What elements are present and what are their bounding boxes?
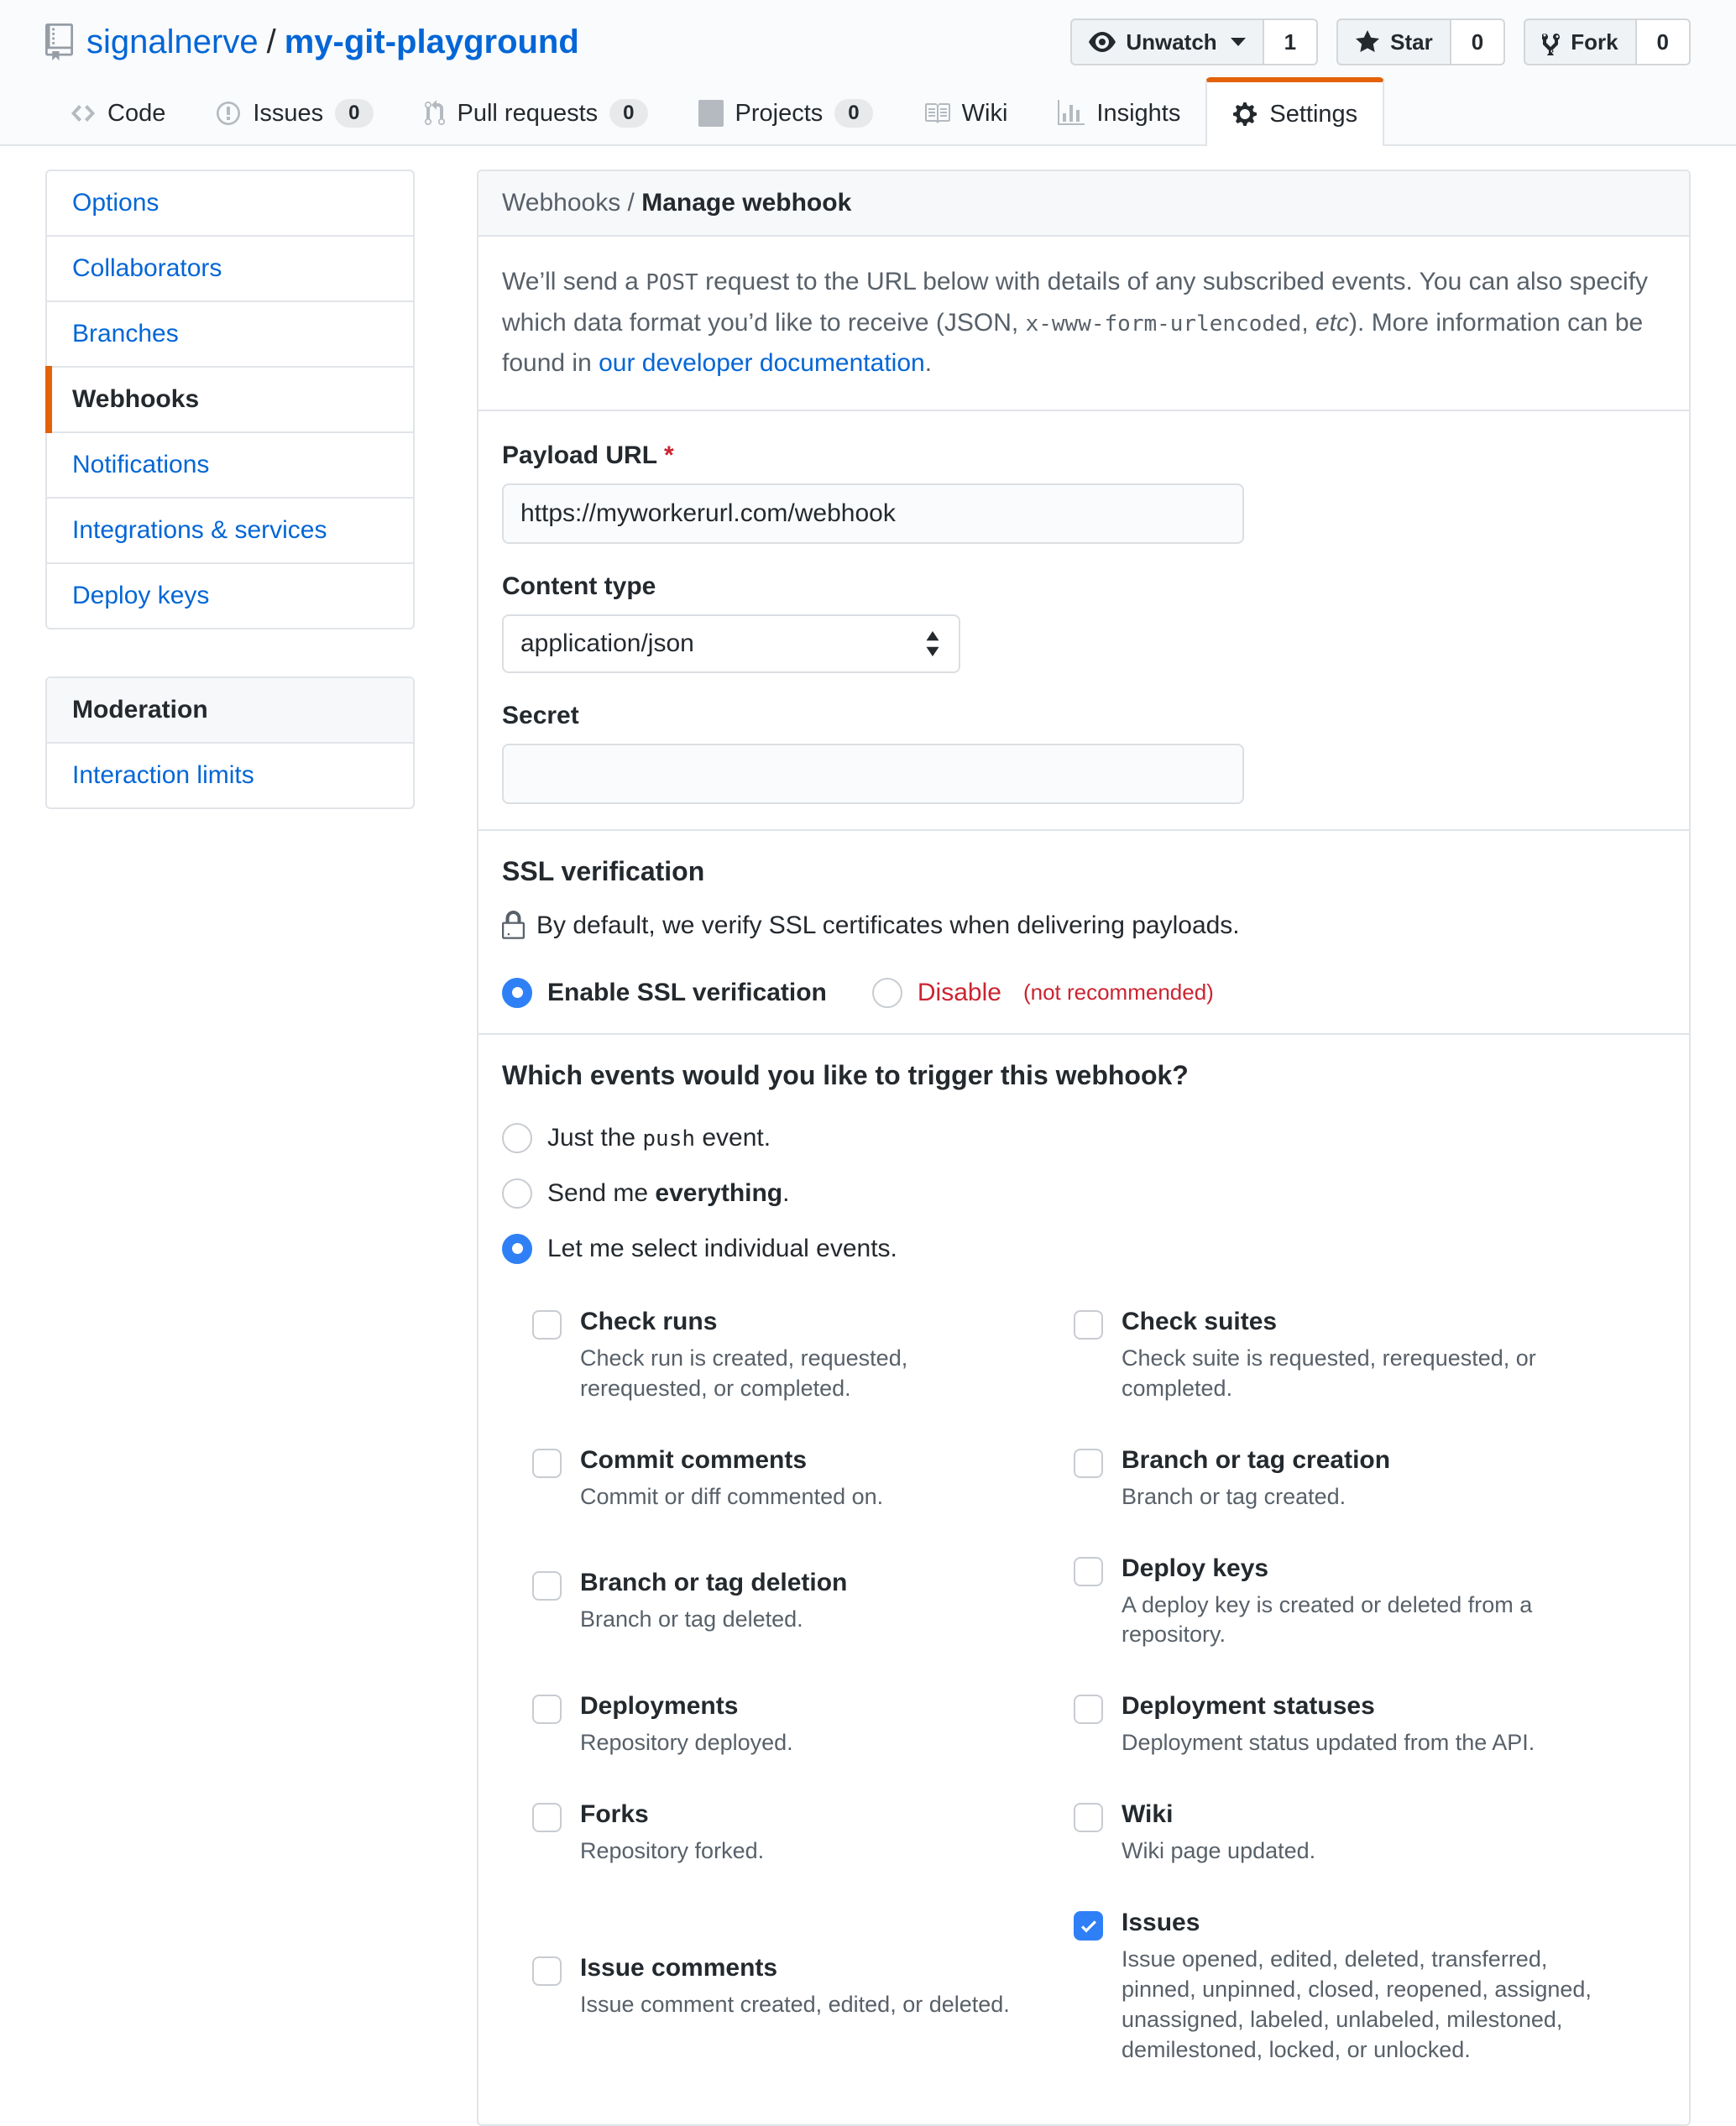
panel-breadcrumb [478,171,1689,237]
tab-insights-label: Insights [1096,99,1181,127]
sidebar-item-options[interactable]: Options [47,171,413,237]
intro-paragraph: We’ll send a POST request to the URL below with details of any subscribed events. You can also specify which data format you’d like to receive (JSON, x-www-form-urlencoded, etc). More information can be found in our developer documentation. [502,268,1649,378]
eye-icon [1089,29,1116,55]
event-checkbox[interactable] [532,1571,562,1601]
pull-requests-count-badge: 0 [609,99,647,128]
issue-opened-icon [216,100,241,127]
star-button-group [1336,18,1505,65]
star-icon [1355,29,1380,55]
sidebar-item-deploy-keys[interactable]: Deploy keys [72,582,210,609]
event-item-branch-tag-creation [1074,1446,1665,1512]
event-desc: Commit or diff commented on. [580,1483,884,1509]
event-checkbox[interactable] [532,1695,562,1724]
payload-url-label: Payload URL * [502,441,674,469]
event-desc: Deployment status updated from the API. [1122,1730,1535,1756]
disable-ssl-radio[interactable] [872,978,902,1008]
ssl-note [502,911,1665,941]
ssl-heading: SSL verification [502,855,705,886]
event-title: Deploy keys [1122,1554,1269,1582]
post-code: POST [646,270,698,295]
tab-wiki[interactable] [898,77,1033,144]
developer-docs-link[interactable]: our developer documentation [599,349,925,378]
star-button[interactable] [1336,18,1451,65]
event-title: Commit comments [580,1445,808,1474]
page-header [0,0,1736,146]
event-checkbox[interactable] [532,1956,562,1986]
event-desc: A deploy key is created or deleted from a repository. [1122,1591,1533,1648]
star-button-label: Star [1390,29,1433,55]
settings-menu [45,170,415,629]
fork-count[interactable]: 0 [1637,18,1691,65]
enable-ssl-option [502,978,827,1008]
tab-code-label: Code [107,99,166,127]
fork-button[interactable] [1524,18,1636,65]
content-type-select[interactable] [502,614,960,673]
event-item-deployment-statuses [1074,1692,1665,1758]
send-everything-radio[interactable] [502,1178,532,1209]
push-code: push [642,1126,696,1152]
enable-ssl-radio[interactable] [502,978,532,1008]
events-grid [532,1308,1665,2066]
event-item-commit-comments [532,1446,1074,1512]
event-item-check-runs [532,1308,1074,1404]
radio-option-everything [502,1178,1665,1209]
tab-issues[interactable] [191,77,398,144]
watch-button[interactable] [1070,18,1263,65]
secret-input[interactable] [502,744,1244,804]
project-icon [698,100,724,127]
event-item-issues [1074,1909,1665,2066]
tab-projects-label: Projects [735,99,824,127]
select-caret-icon [923,631,942,656]
fork-icon [1542,29,1561,55]
payload-url-input[interactable] [502,483,1244,544]
event-item-deploy-keys [1074,1554,1665,1651]
disable-ssl-note: (not recommended) [1022,979,1214,1006]
tab-wiki-label: Wiki [961,99,1008,127]
event-desc: Issue opened, edited, deleted, transferred, pinned, unpinned, closed, reopened, assigned, unassigned, labeled, unlabeled, milestoned, demilestoned, locked, or unlocked. [1122,1946,1592,2062]
projects-count-badge: 0 [834,99,872,128]
urlencoded-code: x-www-form-urlencoded [1025,311,1302,337]
event-checkbox[interactable] [1074,1695,1103,1724]
watch-button-group [1070,18,1318,65]
repo-actions [1070,18,1691,65]
event-desc: Check suite is requested, rerequested, or completed. [1122,1345,1536,1401]
event-title: Branch or tag deletion [580,1569,848,1597]
event-checkbox[interactable] [532,1310,562,1340]
event-title: Deployments [580,1692,739,1721]
sidebar-item-interaction-limits[interactable]: Interaction limits [72,761,254,789]
issues-count-badge: 0 [335,99,373,128]
tab-projects[interactable] [673,77,898,144]
tab-pull-requests-label: Pull requests [457,99,599,127]
tab-settings-label: Settings [1269,100,1358,128]
watch-button-label: Unwatch [1126,29,1217,55]
individual-events-label: Let me select individual events. [547,1234,897,1262]
just-push-label: Just the push event. [547,1123,771,1152]
radio-option-just-push [502,1123,1665,1153]
event-checkbox[interactable] [1074,1557,1103,1586]
disable-ssl-option [872,978,1214,1008]
event-title: Issue comments [580,1953,778,1982]
event-desc: Check run is created, requested, rerequested, or completed. [580,1345,908,1401]
just-push-radio[interactable] [502,1123,532,1153]
check-icon [1080,1916,1098,1936]
event-desc: Branch or tag deleted. [580,1606,803,1632]
event-checkbox[interactable] [1074,1310,1103,1340]
sidebar-item-integrations[interactable]: Integrations & services [47,499,413,564]
event-checkbox[interactable] [1074,1449,1103,1478]
book-icon [923,100,950,127]
repo-name-link[interactable]: my-git-playground [284,23,579,60]
sidebar-item-notifications[interactable]: Notifications [47,433,413,499]
event-desc: Issue comment created, edited, or deleted. [580,1991,1010,2017]
sidebar-item-webhooks[interactable]: Webhooks [47,368,413,433]
moderation-header: Moderation [47,678,413,744]
ssl-section [478,831,1689,1035]
webhook-panel [477,170,1691,2126]
tab-issues-label: Issues [253,99,324,127]
tab-pull-requests[interactable] [399,77,673,144]
lock-icon [502,911,525,941]
event-desc: Branch or tag created. [1122,1483,1346,1509]
repo-nav [45,77,1691,144]
tab-settings[interactable] [1205,77,1384,146]
radio-option-individual [502,1234,1665,1264]
event-title: Branch or tag creation [1122,1445,1391,1474]
breadcrumb-separator: / [620,189,642,217]
event-item-wiki [1074,1800,1665,1867]
sidebar-item-branches[interactable]: Branches [47,302,413,368]
ssl-note-text: By default, we verify SSL certificates when delivering payloads. [536,911,1240,939]
content-type-label: Content type [502,572,656,600]
repo-icon [45,24,73,60]
graph-icon [1058,100,1085,127]
event-item-forks [532,1800,1074,1867]
disable-ssl-label: Disable [917,978,1001,1006]
event-title: Wiki [1122,1800,1174,1829]
required-asterisk: * [664,441,674,469]
fork-button-label: Fork [1571,29,1618,55]
tab-code[interactable] [45,77,191,144]
send-everything-label: Send me everything. [547,1178,790,1207]
fork-button-group [1524,18,1691,65]
intro-section [478,237,1689,411]
events-heading: Which events would you like to trigger this webhook? [502,1059,1189,1090]
breadcrumb-current: Manage webhook [641,189,852,217]
code-icon [71,100,96,127]
event-title: Check suites [1122,1307,1278,1335]
repo-slash: / [266,23,276,60]
content-type-value: application/json [520,629,694,657]
individual-events-radio[interactable] [502,1234,532,1264]
breadcrumb-webhooks-link[interactable]: Webhooks [502,189,621,217]
event-item-check-suites [1074,1308,1665,1404]
event-checkbox[interactable] [532,1449,562,1478]
event-title: Forks [580,1800,649,1829]
sidebar-item-collaborators[interactable]: Collaborators [47,237,413,302]
moderation-menu [45,676,415,809]
event-checkbox[interactable] [1074,1911,1103,1941]
event-title: Check runs [580,1307,718,1335]
event-item-issue-comments [532,1954,1074,2020]
secret-label: Secret [502,701,579,729]
watch-count[interactable]: 1 [1264,18,1318,65]
event-title: Issues [1122,1909,1200,1937]
webhook-form-section [478,411,1689,831]
events-section [478,1035,1689,2124]
event-desc: Wiki page updated. [1122,1838,1316,1864]
event-desc: Repository deployed. [580,1730,793,1756]
repo-owner-link[interactable]: signalnerve [86,23,259,60]
event-item-branch-tag-deletion [532,1569,1074,1635]
event-title: Deployment statuses [1122,1692,1375,1721]
pull-request-icon [424,100,446,127]
event-desc: Repository forked. [580,1838,765,1864]
etc-emphasis: etc [1315,308,1350,337]
repo-title [45,24,579,61]
tab-insights[interactable] [1033,77,1205,144]
star-count[interactable]: 0 [1451,18,1505,65]
caret-down-icon [1231,38,1246,46]
settings-sidebar [45,170,415,809]
event-checkbox[interactable] [532,1803,562,1832]
event-checkbox[interactable] [1074,1803,1103,1832]
event-item-deployments [532,1692,1074,1758]
enable-ssl-label: Enable SSL verification [547,978,827,1006]
gear-icon [1232,101,1258,128]
